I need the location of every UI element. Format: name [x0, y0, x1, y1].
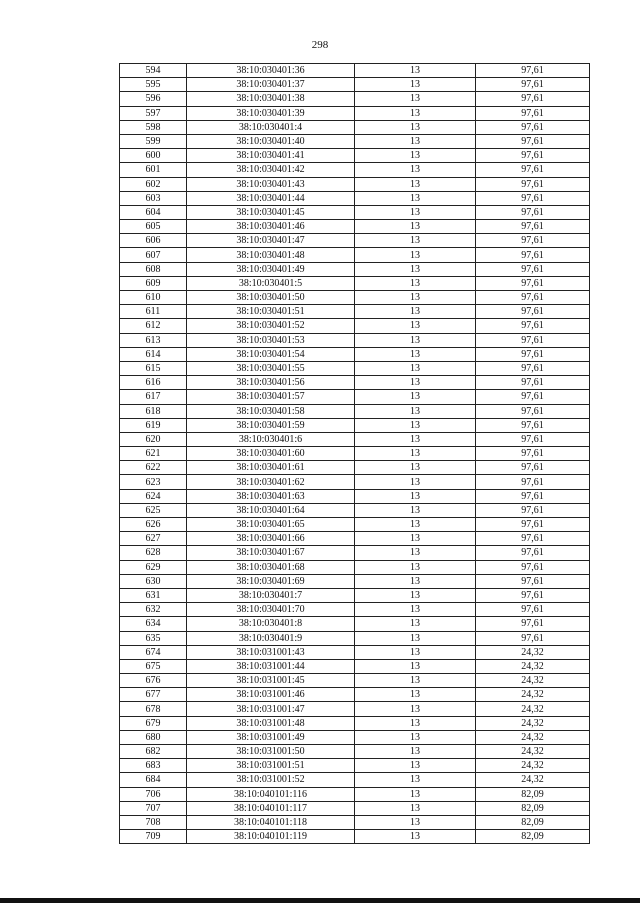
value-cell: 97,61: [476, 262, 590, 276]
cadastral-number-cell: 38:10:030401:8: [187, 617, 355, 631]
code-cell: 13: [355, 475, 476, 489]
code-cell: 13: [355, 432, 476, 446]
code-cell: 13: [355, 603, 476, 617]
code-cell: 13: [355, 759, 476, 773]
registry-table: [119, 63, 590, 844]
scan-edge-line: [0, 898, 640, 903]
value-cell: 97,61: [476, 432, 590, 446]
code-cell: 13: [355, 205, 476, 219]
code-cell: 13: [355, 830, 476, 844]
cadastral-number-cell: 38:10:031001:43: [187, 645, 355, 659]
value-cell: 97,61: [476, 120, 590, 134]
row-number-cell: 708: [120, 815, 187, 829]
page-number: 298: [311, 39, 329, 51]
cadastral-number-cell: 38:10:031001:44: [187, 659, 355, 673]
cadastral-number-cell: 38:10:030401:43: [187, 177, 355, 191]
row-number-cell: 594: [120, 64, 187, 78]
value-cell: 97,61: [476, 205, 590, 219]
code-cell: 13: [355, 191, 476, 205]
code-cell: 13: [355, 92, 476, 106]
table-row: [120, 276, 590, 290]
table-row: [120, 92, 590, 106]
code-cell: 13: [355, 404, 476, 418]
registry-table-body: [120, 64, 590, 844]
cadastral-number-cell: 38:10:031001:46: [187, 688, 355, 702]
row-number-cell: 617: [120, 390, 187, 404]
row-number-cell: 607: [120, 248, 187, 262]
value-cell: 97,61: [476, 305, 590, 319]
code-cell: 13: [355, 617, 476, 631]
value-cell: 97,61: [476, 404, 590, 418]
row-number-cell: 611: [120, 305, 187, 319]
table-row: [120, 305, 590, 319]
value-cell: 24,32: [476, 716, 590, 730]
value-cell: 97,61: [476, 475, 590, 489]
cadastral-number-cell: 38:10:030401:53: [187, 333, 355, 347]
cadastral-number-cell: 38:10:030401:61: [187, 461, 355, 475]
cadastral-number-cell: 38:10:030401:6: [187, 432, 355, 446]
code-cell: 13: [355, 234, 476, 248]
cadastral-number-cell: 38:10:030401:4: [187, 120, 355, 134]
code-cell: 13: [355, 276, 476, 290]
row-number-cell: 616: [120, 376, 187, 390]
table-row: [120, 361, 590, 375]
table-row: [120, 191, 590, 205]
row-number-cell: 606: [120, 234, 187, 248]
value-cell: 24,32: [476, 759, 590, 773]
cadastral-number-cell: 38:10:031001:45: [187, 674, 355, 688]
cadastral-number-cell: 38:10:030401:58: [187, 404, 355, 418]
row-number-cell: 632: [120, 603, 187, 617]
value-cell: 97,61: [476, 177, 590, 191]
value-cell: 97,61: [476, 574, 590, 588]
row-number-cell: 622: [120, 461, 187, 475]
value-cell: 97,61: [476, 163, 590, 177]
code-cell: 13: [355, 815, 476, 829]
row-number-cell: 602: [120, 177, 187, 191]
table-row: [120, 106, 590, 120]
value-cell: 97,61: [476, 631, 590, 645]
row-number-cell: 597: [120, 106, 187, 120]
table-row: [120, 78, 590, 92]
row-number-cell: 609: [120, 276, 187, 290]
cadastral-number-cell: 38:10:030401:55: [187, 361, 355, 375]
cadastral-number-cell: 38:10:030401:60: [187, 447, 355, 461]
table-row: [120, 518, 590, 532]
code-cell: 13: [355, 447, 476, 461]
value-cell: 97,61: [476, 518, 590, 532]
value-cell: 24,32: [476, 659, 590, 673]
code-cell: 13: [355, 674, 476, 688]
cadastral-number-cell: 38:10:030401:38: [187, 92, 355, 106]
row-number-cell: 676: [120, 674, 187, 688]
cadastral-number-cell: 38:10:040101:118: [187, 815, 355, 829]
table-row: [120, 205, 590, 219]
cadastral-number-cell: 38:10:030401:66: [187, 532, 355, 546]
code-cell: 13: [355, 64, 476, 78]
table-row: [120, 291, 590, 305]
value-cell: 97,61: [476, 376, 590, 390]
table-row: [120, 759, 590, 773]
row-number-cell: 618: [120, 404, 187, 418]
code-cell: 13: [355, 305, 476, 319]
row-number-cell: 684: [120, 773, 187, 787]
code-cell: 13: [355, 106, 476, 120]
table-row: [120, 787, 590, 801]
value-cell: 82,09: [476, 787, 590, 801]
table-row: [120, 262, 590, 276]
cadastral-number-cell: 38:10:030401:45: [187, 205, 355, 219]
code-cell: 13: [355, 333, 476, 347]
value-cell: 97,61: [476, 588, 590, 602]
value-cell: 97,61: [476, 347, 590, 361]
value-cell: 97,61: [476, 291, 590, 305]
value-cell: 97,61: [476, 149, 590, 163]
code-cell: 13: [355, 518, 476, 532]
table-row: [120, 64, 590, 78]
table-row: [120, 149, 590, 163]
row-number-cell: 675: [120, 659, 187, 673]
cadastral-number-cell: 38:10:030401:68: [187, 560, 355, 574]
code-cell: 13: [355, 262, 476, 276]
cadastral-number-cell: 38:10:030401:37: [187, 78, 355, 92]
table-row: [120, 447, 590, 461]
value-cell: 24,32: [476, 674, 590, 688]
row-number-cell: 677: [120, 688, 187, 702]
row-number-cell: 595: [120, 78, 187, 92]
row-number-cell: 610: [120, 291, 187, 305]
table-row: [120, 503, 590, 517]
code-cell: 13: [355, 801, 476, 815]
row-number-cell: 621: [120, 447, 187, 461]
table-row: [120, 347, 590, 361]
table-row: [120, 532, 590, 546]
row-number-cell: 630: [120, 574, 187, 588]
table-row: [120, 603, 590, 617]
value-cell: 24,32: [476, 702, 590, 716]
value-cell: 82,09: [476, 830, 590, 844]
row-number-cell: 624: [120, 489, 187, 503]
row-number-cell: 678: [120, 702, 187, 716]
value-cell: 97,61: [476, 134, 590, 148]
cadastral-number-cell: 38:10:031001:48: [187, 716, 355, 730]
table-row: [120, 688, 590, 702]
table-row: [120, 716, 590, 730]
code-cell: 13: [355, 220, 476, 234]
row-number-cell: 605: [120, 220, 187, 234]
code-cell: 13: [355, 319, 476, 333]
row-number-cell: 599: [120, 134, 187, 148]
code-cell: 13: [355, 248, 476, 262]
row-number-cell: 706: [120, 787, 187, 801]
cadastral-number-cell: 38:10:030401:70: [187, 603, 355, 617]
value-cell: 97,61: [476, 276, 590, 290]
row-number-cell: 707: [120, 801, 187, 815]
code-cell: 13: [355, 730, 476, 744]
value-cell: 97,61: [476, 503, 590, 517]
row-number-cell: 603: [120, 191, 187, 205]
cadastral-number-cell: 38:10:030401:39: [187, 106, 355, 120]
row-number-cell: 674: [120, 645, 187, 659]
code-cell: 13: [355, 787, 476, 801]
code-cell: 13: [355, 560, 476, 574]
code-cell: 13: [355, 163, 476, 177]
value-cell: 97,61: [476, 546, 590, 560]
value-cell: 97,61: [476, 361, 590, 375]
table-row: [120, 560, 590, 574]
row-number-cell: 682: [120, 745, 187, 759]
cadastral-number-cell: 38:10:030401:52: [187, 319, 355, 333]
value-cell: 97,61: [476, 532, 590, 546]
cadastral-number-cell: 38:10:030401:59: [187, 418, 355, 432]
cadastral-number-cell: 38:10:030401:7: [187, 588, 355, 602]
row-number-cell: 625: [120, 503, 187, 517]
row-number-cell: 604: [120, 205, 187, 219]
value-cell: 82,09: [476, 801, 590, 815]
cadastral-number-cell: 38:10:031001:52: [187, 773, 355, 787]
value-cell: 97,61: [476, 64, 590, 78]
table-row: [120, 801, 590, 815]
code-cell: 13: [355, 532, 476, 546]
table-row: [120, 234, 590, 248]
value-cell: 97,61: [476, 603, 590, 617]
cadastral-number-cell: 38:10:030401:46: [187, 220, 355, 234]
table-row: [120, 546, 590, 560]
table-row: [120, 319, 590, 333]
code-cell: 13: [355, 489, 476, 503]
table-row: [120, 631, 590, 645]
row-number-cell: 627: [120, 532, 187, 546]
code-cell: 13: [355, 120, 476, 134]
cadastral-number-cell: 38:10:031001:50: [187, 745, 355, 759]
table-row: [120, 432, 590, 446]
code-cell: 13: [355, 503, 476, 517]
row-number-cell: 679: [120, 716, 187, 730]
value-cell: 97,61: [476, 234, 590, 248]
value-cell: 97,61: [476, 390, 590, 404]
value-cell: 97,61: [476, 447, 590, 461]
code-cell: 13: [355, 78, 476, 92]
code-cell: 13: [355, 659, 476, 673]
cadastral-number-cell: 38:10:030401:63: [187, 489, 355, 503]
value-cell: 97,61: [476, 220, 590, 234]
cadastral-number-cell: 38:10:030401:69: [187, 574, 355, 588]
row-number-cell: 683: [120, 759, 187, 773]
row-number-cell: 614: [120, 347, 187, 361]
table-row: [120, 815, 590, 829]
row-number-cell: 680: [120, 730, 187, 744]
code-cell: 13: [355, 291, 476, 305]
table-row: [120, 730, 590, 744]
cadastral-number-cell: 38:10:030401:64: [187, 503, 355, 517]
code-cell: 13: [355, 390, 476, 404]
code-cell: 13: [355, 361, 476, 375]
table-row: [120, 134, 590, 148]
cadastral-number-cell: 38:10:040101:116: [187, 787, 355, 801]
table-row: [120, 830, 590, 844]
cadastral-number-cell: 38:10:030401:51: [187, 305, 355, 319]
value-cell: 97,61: [476, 78, 590, 92]
code-cell: 13: [355, 177, 476, 191]
value-cell: 97,61: [476, 418, 590, 432]
cadastral-number-cell: 38:10:030401:47: [187, 234, 355, 248]
table-row: [120, 489, 590, 503]
row-number-cell: 615: [120, 361, 187, 375]
row-number-cell: 613: [120, 333, 187, 347]
cadastral-number-cell: 38:10:030401:36: [187, 64, 355, 78]
value-cell: 24,32: [476, 773, 590, 787]
table-row: [120, 248, 590, 262]
cadastral-number-cell: 38:10:030401:48: [187, 248, 355, 262]
cadastral-number-cell: 38:10:040101:117: [187, 801, 355, 815]
row-number-cell: 628: [120, 546, 187, 560]
table-row: [120, 617, 590, 631]
cadastral-number-cell: 38:10:030401:42: [187, 163, 355, 177]
row-number-cell: 619: [120, 418, 187, 432]
code-cell: 13: [355, 745, 476, 759]
row-number-cell: 601: [120, 163, 187, 177]
code-cell: 13: [355, 347, 476, 361]
code-cell: 13: [355, 773, 476, 787]
row-number-cell: 626: [120, 518, 187, 532]
table-row: [120, 120, 590, 134]
cadastral-number-cell: 38:10:030401:44: [187, 191, 355, 205]
table-row: [120, 220, 590, 234]
value-cell: 24,32: [476, 745, 590, 759]
cadastral-number-cell: 38:10:031001:49: [187, 730, 355, 744]
row-number-cell: 608: [120, 262, 187, 276]
cadastral-number-cell: 38:10:030401:62: [187, 475, 355, 489]
table-row: [120, 645, 590, 659]
code-cell: 13: [355, 546, 476, 560]
code-cell: 13: [355, 588, 476, 602]
row-number-cell: 629: [120, 560, 187, 574]
cadastral-number-cell: 38:10:030401:40: [187, 134, 355, 148]
table-row: [120, 745, 590, 759]
table-row: [120, 376, 590, 390]
row-number-cell: 709: [120, 830, 187, 844]
table-row: [120, 404, 590, 418]
row-number-cell: 634: [120, 617, 187, 631]
code-cell: 13: [355, 149, 476, 163]
cadastral-number-cell: 38:10:030401:67: [187, 546, 355, 560]
cadastral-number-cell: 38:10:030401:54: [187, 347, 355, 361]
value-cell: 97,61: [476, 106, 590, 120]
table-row: [120, 773, 590, 787]
cadastral-number-cell: 38:10:031001:47: [187, 702, 355, 716]
cadastral-number-cell: 38:10:030401:41: [187, 149, 355, 163]
table-row: [120, 588, 590, 602]
cadastral-number-cell: 38:10:031001:51: [187, 759, 355, 773]
row-number-cell: 612: [120, 319, 187, 333]
cadastral-number-cell: 38:10:030401:50: [187, 291, 355, 305]
code-cell: 13: [355, 716, 476, 730]
code-cell: 13: [355, 574, 476, 588]
value-cell: 24,32: [476, 730, 590, 744]
row-number-cell: 600: [120, 149, 187, 163]
row-number-cell: 631: [120, 588, 187, 602]
row-number-cell: 635: [120, 631, 187, 645]
table-row: [120, 333, 590, 347]
table-row: [120, 475, 590, 489]
cadastral-number-cell: 38:10:030401:65: [187, 518, 355, 532]
code-cell: 13: [355, 702, 476, 716]
table-row: [120, 461, 590, 475]
row-number-cell: 596: [120, 92, 187, 106]
value-cell: 97,61: [476, 560, 590, 574]
value-cell: 97,61: [476, 461, 590, 475]
table-row: [120, 177, 590, 191]
table-row: [120, 659, 590, 673]
cadastral-number-cell: 38:10:030401:57: [187, 390, 355, 404]
row-number-cell: 598: [120, 120, 187, 134]
value-cell: 24,32: [476, 688, 590, 702]
code-cell: 13: [355, 645, 476, 659]
table-row: [120, 390, 590, 404]
row-number-cell: 620: [120, 432, 187, 446]
cadastral-number-cell: 38:10:030401:9: [187, 631, 355, 645]
code-cell: 13: [355, 461, 476, 475]
cadastral-number-cell: 38:10:030401:56: [187, 376, 355, 390]
code-cell: 13: [355, 376, 476, 390]
code-cell: 13: [355, 688, 476, 702]
row-number-cell: 623: [120, 475, 187, 489]
code-cell: 13: [355, 631, 476, 645]
value-cell: 97,61: [476, 191, 590, 205]
value-cell: 97,61: [476, 489, 590, 503]
value-cell: 82,09: [476, 815, 590, 829]
cadastral-number-cell: 38:10:030401:5: [187, 276, 355, 290]
value-cell: 97,61: [476, 333, 590, 347]
table-row: [120, 163, 590, 177]
cadastral-number-cell: 38:10:030401:49: [187, 262, 355, 276]
value-cell: 97,61: [476, 319, 590, 333]
table-row: [120, 574, 590, 588]
value-cell: 97,61: [476, 617, 590, 631]
cadastral-number-cell: 38:10:040101:119: [187, 830, 355, 844]
code-cell: 13: [355, 418, 476, 432]
table-row: [120, 418, 590, 432]
value-cell: 97,61: [476, 92, 590, 106]
table-row: [120, 674, 590, 688]
code-cell: 13: [355, 134, 476, 148]
table-row: [120, 702, 590, 716]
value-cell: 97,61: [476, 248, 590, 262]
value-cell: 24,32: [476, 645, 590, 659]
